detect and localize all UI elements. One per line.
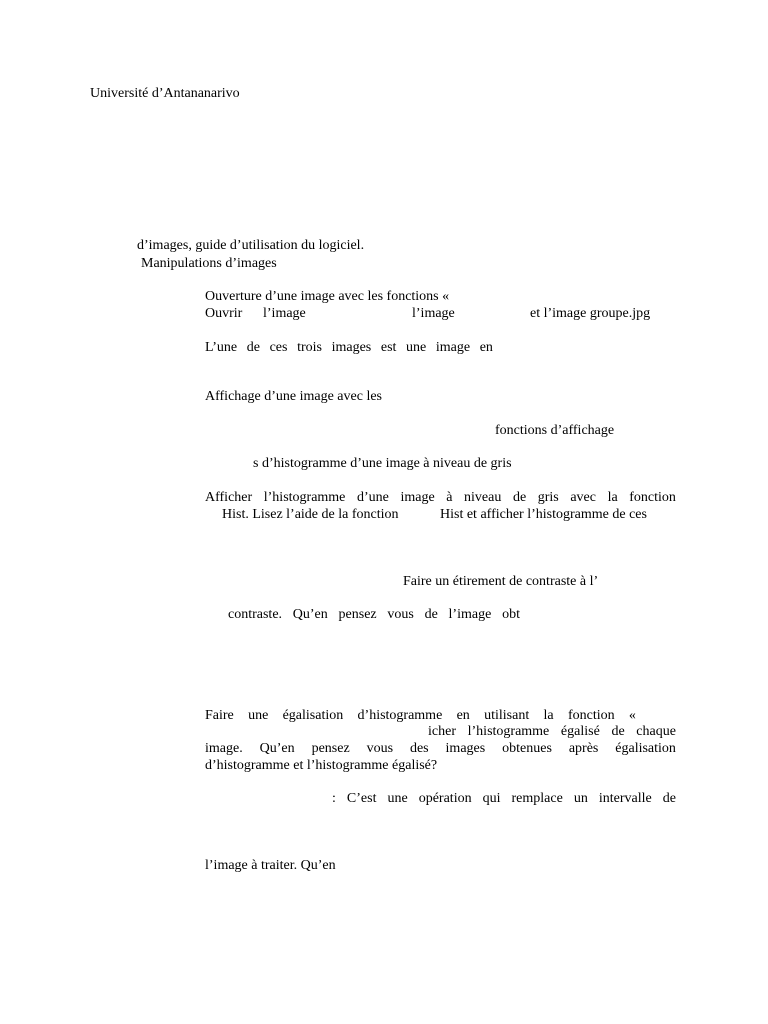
interval-word: remplace: [511, 791, 563, 806]
equal-word: égalisé: [560, 724, 600, 739]
binary-word: est: [380, 340, 397, 355]
equal-word: fonction: [567, 708, 615, 723]
equal-word: d’histogramme: [357, 708, 443, 723]
open-word: et l’image groupe.jpg: [530, 306, 651, 321]
equal-item-line-1: [205, 708, 636, 724]
equal-item-line-2: [428, 724, 676, 740]
interval-item-line-1: [332, 791, 676, 807]
hist-word: l’histogramme: [263, 490, 346, 505]
hist-item-line-2: Hist. Lisez l’aide de la fonction: [222, 507, 399, 522]
equal-item-line-3: [205, 741, 676, 757]
equal-word: pensez: [311, 741, 350, 756]
equal-word: Qu’en: [259, 741, 295, 756]
stretch-word: pensez: [338, 607, 377, 622]
hist-word: de: [512, 490, 527, 505]
binary-word: images: [331, 340, 372, 355]
stretch-word: contraste.: [228, 607, 283, 622]
binary-word: une: [406, 340, 427, 355]
interval-word: de: [662, 791, 676, 806]
stretch-word: l’image: [448, 607, 492, 622]
hist-word: fonction: [629, 490, 676, 505]
binary-item-line-1: [205, 340, 493, 356]
institution-header: Université d’Antananarivo: [90, 86, 240, 101]
hist-item-line-1: [205, 490, 676, 506]
interval-word: intervalle: [598, 791, 652, 806]
hist-word: à: [446, 490, 453, 505]
hist-word: Afficher: [205, 490, 253, 505]
open-word: l’image: [263, 306, 306, 321]
display-item-line-2: fonctions d’affichage: [495, 423, 615, 438]
open-item-line-1: Ouverture d’une image avec les fonctions «: [205, 289, 450, 304]
equal-word: l’histogramme: [467, 724, 550, 739]
interval-word: qui: [482, 791, 501, 806]
binary-word: de: [246, 340, 260, 355]
equal-word: une: [248, 708, 269, 723]
display-item-line-1: Affichage d’une image avec les: [205, 389, 382, 404]
equal-word: des: [409, 741, 429, 756]
equal-word: «: [628, 708, 636, 723]
histogram-section-title: s d’histogramme d’une image à niveau de gris: [253, 456, 512, 471]
interval-word: :: [332, 791, 336, 806]
equal-word: égalisation: [615, 741, 676, 756]
equal-word: chaque: [636, 724, 676, 739]
intro-line-1: d’images, guide d’utilisation du logiciel.: [137, 238, 365, 253]
binary-word: trois: [297, 340, 322, 355]
equal-word: la: [543, 708, 554, 723]
equal-word: Faire: [205, 708, 234, 723]
interval-word: une: [387, 791, 408, 806]
section-title-manipulations: Manipulations d’images: [141, 256, 277, 271]
open-word: l’image: [412, 306, 455, 321]
equal-item-line-4: d’histogramme et l’histogramme égalisé?: [205, 758, 438, 773]
interval-word: un: [573, 791, 588, 806]
stretch-word: de: [424, 607, 438, 622]
hist-word: avec: [570, 490, 596, 505]
binary-word: ces: [269, 340, 288, 355]
hist-word: d’une: [356, 490, 389, 505]
binary-word: image: [435, 340, 471, 355]
stretch-word: vous: [387, 607, 414, 622]
hist-word: la: [607, 490, 618, 505]
interval-word: C’est: [346, 791, 377, 806]
equal-word: égalisation: [282, 708, 344, 723]
hist-word: image: [400, 490, 435, 505]
open-word: Ouvrir: [205, 306, 243, 321]
interval-word: opération: [418, 791, 472, 806]
hist-word: gris: [537, 490, 559, 505]
equal-word: images: [445, 741, 486, 756]
equal-word: image.: [205, 741, 243, 756]
stretch-word: Qu’en: [292, 607, 328, 622]
equal-word: en: [456, 708, 470, 723]
stretch-item-line-2: [228, 607, 520, 623]
stretch-item-line-1: Faire un étirement de contraste à l’: [403, 574, 599, 589]
binary-word: en: [479, 340, 493, 355]
interval-item-line-2: l’image à traiter. Qu’en: [205, 858, 336, 873]
equal-word: obtenues: [502, 741, 552, 756]
equal-word: utilisant: [484, 708, 530, 723]
equal-word: après: [568, 741, 599, 756]
hist-word: niveau: [464, 490, 502, 505]
equal-word: de: [611, 724, 625, 739]
stretch-word: obt: [502, 607, 520, 622]
hist-item-line-2b: Hist et afficher l’histogramme de ces: [440, 507, 647, 522]
equal-word: vous: [366, 741, 394, 756]
binary-word: L’une: [205, 340, 238, 355]
equal-word: icher: [428, 724, 456, 739]
